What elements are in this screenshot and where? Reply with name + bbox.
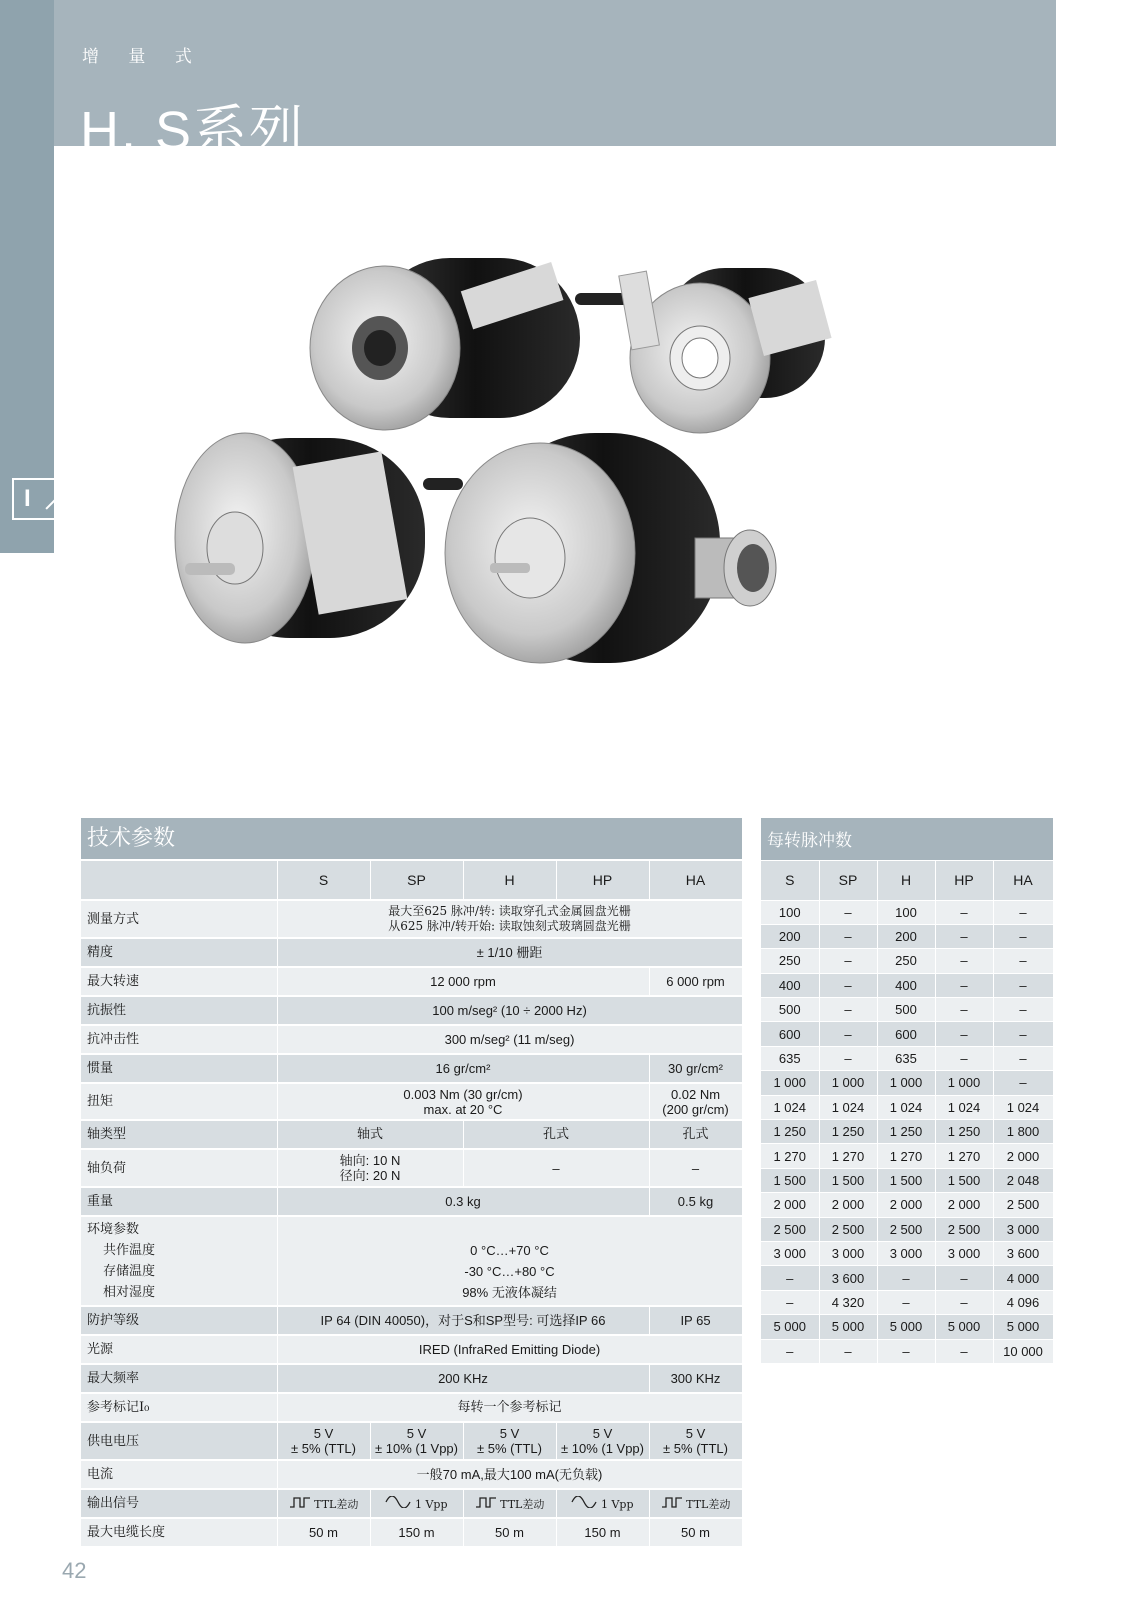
pulse-cell: 5 000 — [935, 1315, 993, 1339]
left-color-strip — [0, 0, 54, 553]
pulse-cell: 5 000 — [819, 1315, 877, 1339]
col-hp: HP — [556, 860, 649, 900]
pulse-cell: 100 — [761, 900, 819, 924]
row-current: 电流 一般70 mA,最大100 mA(无负载) — [81, 1460, 742, 1489]
pulse-cell: 1 024 — [993, 1095, 1053, 1119]
row-shaft-type: 轴类型 轴式 孔式 孔式 — [81, 1120, 742, 1149]
pulse-cell: 3 000 — [877, 1241, 935, 1265]
row-measure: 测量方式 最大至625 脉冲/转: 读取穿孔式金属圆盘光栅 从625 脉冲/转开始: 读取蚀刻式玻璃圆盘光栅 — [81, 900, 742, 938]
pulse-cell: 500 — [761, 998, 819, 1022]
pulse-cell: 635 — [877, 1046, 935, 1070]
pulse-cell: 1 000 — [935, 1071, 993, 1095]
pulse-cell: 2 048 — [993, 1168, 1053, 1192]
pulse-cell: 400 — [761, 973, 819, 997]
pulse-row — [761, 1144, 1053, 1168]
pulse-cell: 2 500 — [935, 1217, 993, 1241]
pulse-cell: – — [819, 998, 877, 1022]
pulse-cell: 3 000 — [819, 1241, 877, 1265]
pulse-row — [761, 1217, 1053, 1241]
pulse-cell: 400 — [877, 973, 935, 997]
pulse-cell: – — [935, 1046, 993, 1070]
header-subtitle: 增 量 式 — [82, 47, 204, 67]
pulse-row — [761, 1266, 1053, 1290]
page-title: H, S系列 — [80, 101, 306, 161]
pulse-cell: 3 000 — [935, 1241, 993, 1265]
pulse-cell: – — [935, 924, 993, 948]
col-s: S — [277, 860, 370, 900]
pulse-row — [761, 1120, 1053, 1144]
pulse-cell: – — [761, 1266, 819, 1290]
pulse-cell: 5 000 — [877, 1315, 935, 1339]
pulse-cell: – — [877, 1290, 935, 1314]
pulse-row — [761, 924, 1053, 948]
pulse-cell: 2 000 — [761, 1193, 819, 1217]
pulse-cell: – — [935, 973, 993, 997]
pulse-row — [761, 973, 1053, 997]
row-accuracy: 精度 ± 1/10 栅距 — [81, 938, 742, 967]
rotary-encoder-photo — [155, 218, 945, 738]
pulse-cell: – — [819, 924, 877, 948]
pulse-cell: 1 500 — [761, 1168, 819, 1192]
col-h: H — [463, 860, 556, 900]
spec-table-title: 技术参数 — [81, 818, 742, 860]
pulse-cell: 4 000 — [993, 1266, 1053, 1290]
pulse-cell: 200 — [761, 924, 819, 948]
sine-wave-icon — [385, 1496, 411, 1508]
pulse-cell: 1 250 — [877, 1120, 935, 1144]
pulse-header-row: S SP H HP HA — [761, 860, 1053, 900]
pulse-row — [761, 1339, 1053, 1363]
col-ha: HA — [649, 860, 742, 900]
sine-wave-icon — [571, 1496, 597, 1508]
row-speed: 最大转速 12 000 rpm 6 000 rpm — [81, 967, 742, 996]
pulse-cell: 600 — [877, 1022, 935, 1046]
row-shock: 抗冲击性 300 m/seg² (11 m/seg) — [81, 1025, 742, 1054]
spec-header-row — [81, 860, 742, 900]
pulse-cell: 200 — [877, 924, 935, 948]
pulse-cell: – — [819, 1022, 877, 1046]
pulse-cell: 3 600 — [819, 1266, 877, 1290]
row-torque: 扭矩 0.003 Nm (30 gr/cm) max. at 20 °C 0.02 Nm (200 gr/cm) — [81, 1083, 742, 1120]
pulse-cell: – — [819, 949, 877, 973]
pulse-row — [761, 1046, 1053, 1070]
pulse-cell: 1 500 — [935, 1168, 993, 1192]
pulse-cell: – — [993, 1022, 1053, 1046]
pulse-cell: – — [819, 1046, 877, 1070]
pulse-cell: – — [877, 1266, 935, 1290]
pulse-cell: 1 024 — [761, 1095, 819, 1119]
pulse-cell: 1 000 — [761, 1071, 819, 1095]
row-supply: 供电电压 5 V ± 5% (TTL) 5 V ± 10% (1 Vpp) 5 V ± 5% (TTL) 5 V ± 10% (1 Vpp) 5 V ± 5% (TTL) — [81, 1422, 742, 1460]
pulse-cell: – — [819, 900, 877, 924]
pulse-cell: 2 000 — [877, 1193, 935, 1217]
spec-table — [81, 818, 743, 1548]
pulse-cell: – — [935, 900, 993, 924]
pulse-cell: 250 — [761, 949, 819, 973]
row-output-signal: 输出信号 TTL差动 1 Vpp TTL差动 1 Vpp TTL差动 — [81, 1489, 742, 1518]
pulse-row — [761, 1193, 1053, 1217]
pulse-cell: 500 — [877, 998, 935, 1022]
row-vibration: 抗振性 100 m/seg² (10 ÷ 2000 Hz) — [81, 996, 742, 1025]
pulse-cell: 4 320 — [819, 1290, 877, 1314]
pulse-cell: – — [935, 949, 993, 973]
pulse-table — [761, 818, 1054, 1364]
pulse-row — [761, 1071, 1053, 1095]
pulse-row — [761, 1241, 1053, 1265]
row-protection: 防护等级 IP 64 (DIN 40050)，对于S和SP型号: 可选择IP 66 IP 65 — [81, 1306, 742, 1335]
pulse-cell: 250 — [877, 949, 935, 973]
pulse-cell: – — [935, 1266, 993, 1290]
pulse-cell: 1 270 — [761, 1144, 819, 1168]
pulse-row — [761, 949, 1053, 973]
pulse-cell: 1 500 — [819, 1168, 877, 1192]
pulse-cell: – — [819, 973, 877, 997]
pulse-cell: 4 096 — [993, 1290, 1053, 1314]
pulse-cell: 1 000 — [819, 1071, 877, 1095]
pulse-cell: 1 250 — [819, 1120, 877, 1144]
pulse-row — [761, 1095, 1053, 1119]
pulse-cell: 5 000 — [761, 1315, 819, 1339]
pulse-cell: – — [993, 973, 1053, 997]
pulse-cell: – — [935, 998, 993, 1022]
pulse-cell: 1 024 — [877, 1095, 935, 1119]
pulse-cell: 2 500 — [761, 1217, 819, 1241]
pulse-cell: 1 500 — [877, 1168, 935, 1192]
pulse-cell: – — [993, 924, 1053, 948]
pulse-cell: – — [935, 1290, 993, 1314]
pulse-cell: – — [993, 998, 1053, 1022]
pulse-cell: 1 270 — [819, 1144, 877, 1168]
pulse-cell: 1 024 — [819, 1095, 877, 1119]
pulse-cell: 1 000 — [877, 1071, 935, 1095]
pulse-cell: – — [993, 949, 1053, 973]
pulse-cell: 3 000 — [761, 1241, 819, 1265]
pulse-table-title: 每转脉冲数 — [761, 818, 1053, 860]
row-light-source: 光源 IRED (InfraRed Emitting Diode) — [81, 1335, 742, 1364]
pulse-cell: 1 800 — [993, 1120, 1053, 1144]
pulse-cell: 100 — [877, 900, 935, 924]
pulse-cell: 1 270 — [877, 1144, 935, 1168]
pulse-cell: – — [993, 1046, 1053, 1070]
pulse-cell: 1 270 — [935, 1144, 993, 1168]
pulse-row — [761, 1168, 1053, 1192]
pulse-cell: 3 000 — [993, 1217, 1053, 1241]
pulse-cell: 1 250 — [761, 1120, 819, 1144]
pulse-cell: 2 500 — [877, 1217, 935, 1241]
pulse-cell: – — [761, 1339, 819, 1363]
pulse-cell: 2 000 — [935, 1193, 993, 1217]
pulse-cell: – — [935, 1022, 993, 1046]
pulse-cell: – — [877, 1339, 935, 1363]
pulse-cell: – — [819, 1339, 877, 1363]
pulse-cell: – — [993, 900, 1053, 924]
row-cable-length: 最大电缆长度 50 m 150 m 50 m 150 m 50 m — [81, 1518, 742, 1547]
square-wave-icon — [661, 1496, 683, 1508]
pulse-cell: 10 000 — [993, 1339, 1053, 1363]
pulse-row — [761, 900, 1053, 924]
row-frequency: 最大频率 200 KHz 300 KHz — [81, 1364, 742, 1393]
pulse-cell: – — [993, 1071, 1053, 1095]
pulse-row — [761, 1315, 1053, 1339]
pulse-row — [761, 998, 1053, 1022]
pulse-cell: 2 500 — [819, 1217, 877, 1241]
square-wave-icon — [475, 1496, 497, 1508]
pulse-cell: 5 000 — [993, 1315, 1053, 1339]
pulse-cell: 600 — [761, 1022, 819, 1046]
row-weight: 重量 0.3 kg 0.5 kg — [81, 1187, 742, 1216]
square-wave-icon — [289, 1496, 311, 1508]
pulse-cell: – — [935, 1339, 993, 1363]
pulse-cell: 1 250 — [935, 1120, 993, 1144]
row-inertia: 惯量 16 gr/cm² 30 gr/cm² — [81, 1054, 742, 1083]
pulse-cell: 2 000 — [993, 1144, 1053, 1168]
pulse-cell: 1 024 — [935, 1095, 993, 1119]
col-sp: SP — [370, 860, 463, 900]
section-marker: I — [12, 478, 54, 520]
row-reference: 参考标记I₀ 每转一个参考标记 — [81, 1393, 742, 1422]
pulse-cell: 2 000 — [819, 1193, 877, 1217]
pulse-cell: – — [761, 1290, 819, 1314]
row-shaft-load: 轴负荷 轴向: 10 N 径向: 20 N – – — [81, 1149, 742, 1187]
pulse-cell: 3 600 — [993, 1241, 1053, 1265]
pulse-row — [761, 1022, 1053, 1046]
pulse-cell: 635 — [761, 1046, 819, 1070]
pulse-cell: 2 500 — [993, 1193, 1053, 1217]
page-number: 42 — [62, 1558, 87, 1583]
row-environment: 环境参数 共作温度 存储温度 相对湿度 0 °C…+70 °C -30 °C…+80 °C 98% 无液体凝结 — [81, 1216, 742, 1306]
pulse-row — [761, 1290, 1053, 1314]
